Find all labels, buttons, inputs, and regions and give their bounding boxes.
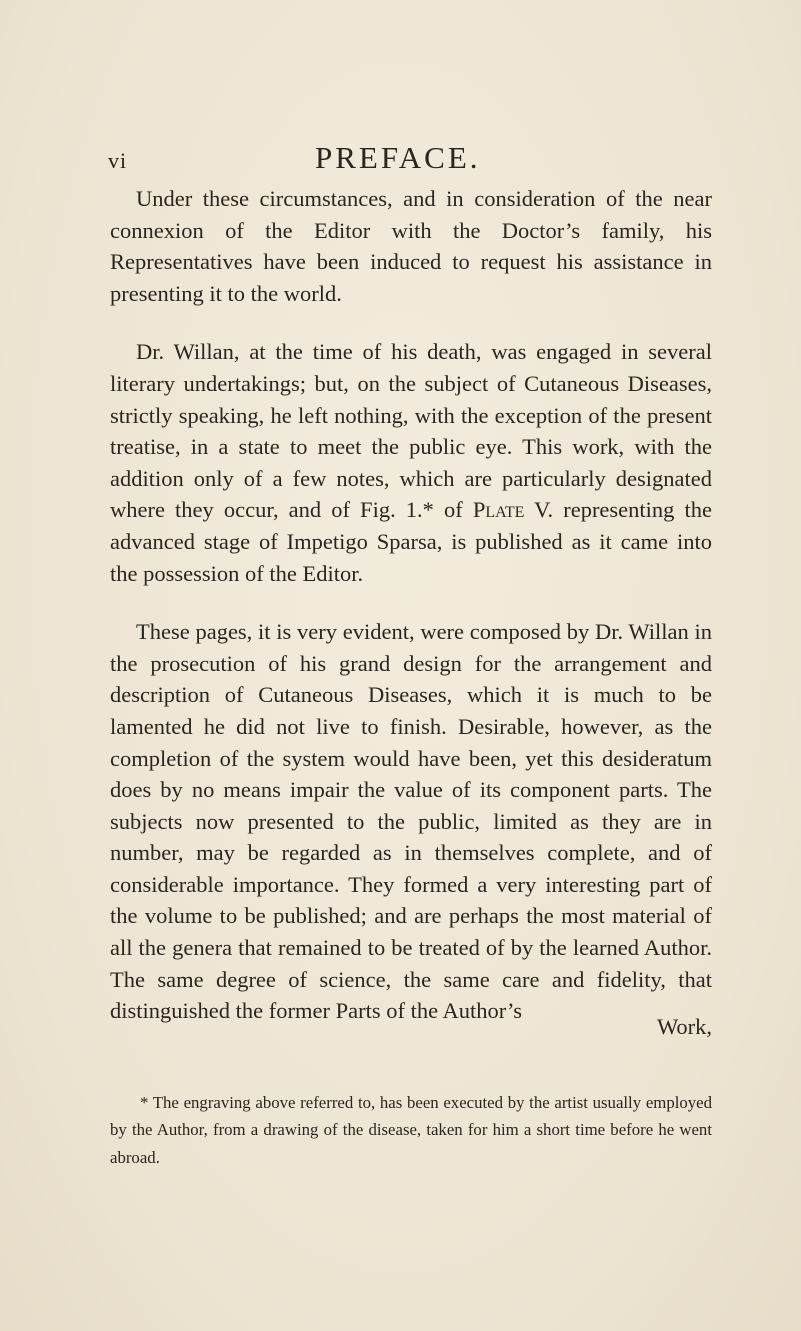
- body-text: [110, 183, 712, 1027]
- paragraph-2-text-after: V. representing the advanced stage of Impetigo Sparsa, is published as it came into the possession of the Editor.: [110, 497, 712, 586]
- paragraph-2-text-before: Dr. Willan, at the time of his death, was engaged in several literary undertakings; but, on the subject of Cutaneous Diseases, strictly speaking, he left nothing, with the exception of the present treatise, in a state to meet the public eye. This work, with the addition only of a few notes, which are particularly designated where they occur, and of Fig. 1.* of: [110, 339, 712, 523]
- running-head: [108, 140, 708, 180]
- paragraph-1: Under these circumstances, and in consideration of the near connexion of the Editor with the Doctor’s family, his Representatives have been induced to request his assistance in presenting it to the world.: [110, 186, 712, 306]
- catchword: Work,: [656, 1014, 712, 1039]
- footnote: * The engraving above referred to, has been executed by the artist usually employed by the Author, from a drawing of the disease, taken for him a short time before he went abroad.: [110, 1092, 712, 1167]
- page-title: PREFACE.: [315, 140, 481, 175]
- paragraph-3: These pages, it is very evident, were composed by Dr. Willan in the prosecution of his grand design for the arrangement and description of Cutaneous Diseases, which it is much to be lamented he did not live to finish. Desirable, however, as the completion of the system would have been, yet this desideratum does by no means impair the value of its component parts. The subjects now presented to the public, limited as they are in number, may be regarded as in themselves complete, and of considerable importance. They formed a very interesting part of the volume to be published; and are perhaps the most material of all the genera that remained to be treated of by the learned Author. The same degree of science, the same care and fidelity, that distinguished the former Parts of the Author’s: [110, 619, 712, 1024]
- paragraph-2: [110, 336, 712, 589]
- plate-label: Plate: [472, 497, 525, 523]
- page-number: vi: [108, 148, 128, 173]
